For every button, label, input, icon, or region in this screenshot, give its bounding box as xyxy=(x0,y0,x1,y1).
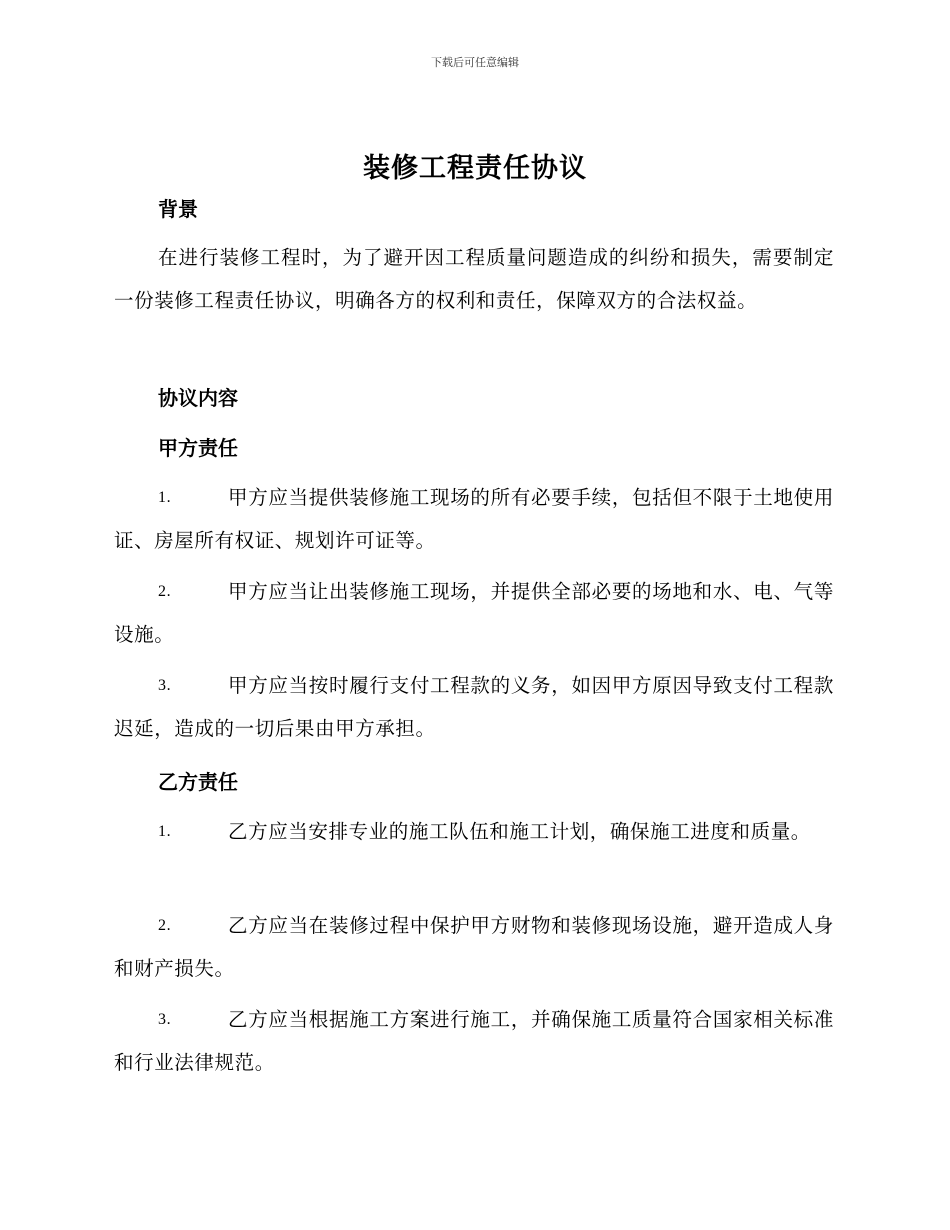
section-heading-party-b: 乙方责任 xyxy=(158,770,238,794)
party-a-item xyxy=(114,570,834,656)
section-heading-party-a: 甲方责任 xyxy=(158,436,238,460)
item-text: 甲方应当提供装修施工现场的所有必要手续，包括但不限于土地使用证、房屋所有权证、规划许可证等。 xyxy=(114,486,834,552)
item-number: 3. xyxy=(158,1011,172,1028)
party-b-item xyxy=(114,904,834,990)
page-header-note: 下载后可任意编辑 xyxy=(431,56,519,69)
item-number: 2. xyxy=(158,583,172,600)
item-text: 乙方应当安排专业的施工队伍和施工计划，确保施工进度和质量。 xyxy=(228,820,811,843)
item-text: 乙方应当在装修过程中保护甲方财物和装修现场设施，避开造成人身和财产损失。 xyxy=(114,914,834,980)
item-text: 乙方应当根据施工方案进行施工，并确保施工质量符合国家相关标准和行业法律规范。 xyxy=(114,1008,834,1074)
party-b-item xyxy=(114,810,834,853)
party-a-item xyxy=(114,664,834,750)
party-b-item xyxy=(114,998,834,1084)
item-text: 甲方应当让出装修施工现场，并提供全部必要的场地和水、电、气等设施。 xyxy=(114,580,834,646)
item-text: 甲方应当按时履行支付工程款的义务，如因甲方原因导致支付工程款迟延，造成的一切后果由甲方承担。 xyxy=(114,674,834,740)
background-paragraph: 在进行装修工程时，为了避开因工程质量问题造成的纠纷和损失，需要制定一份装修工程责任协议，明确各方的权利和责任，保障双方的合法权益。 xyxy=(114,246,834,312)
item-number: 1. xyxy=(158,823,172,840)
section-heading-agreement: 协议内容 xyxy=(158,386,238,410)
party-a-item xyxy=(114,476,834,562)
item-number: 2. xyxy=(158,917,172,934)
document-title: 装修工程责任协议 xyxy=(363,153,587,184)
item-number: 1. xyxy=(158,489,172,506)
item-number: 3. xyxy=(158,677,172,694)
section-heading-background: 背景 xyxy=(158,197,198,221)
